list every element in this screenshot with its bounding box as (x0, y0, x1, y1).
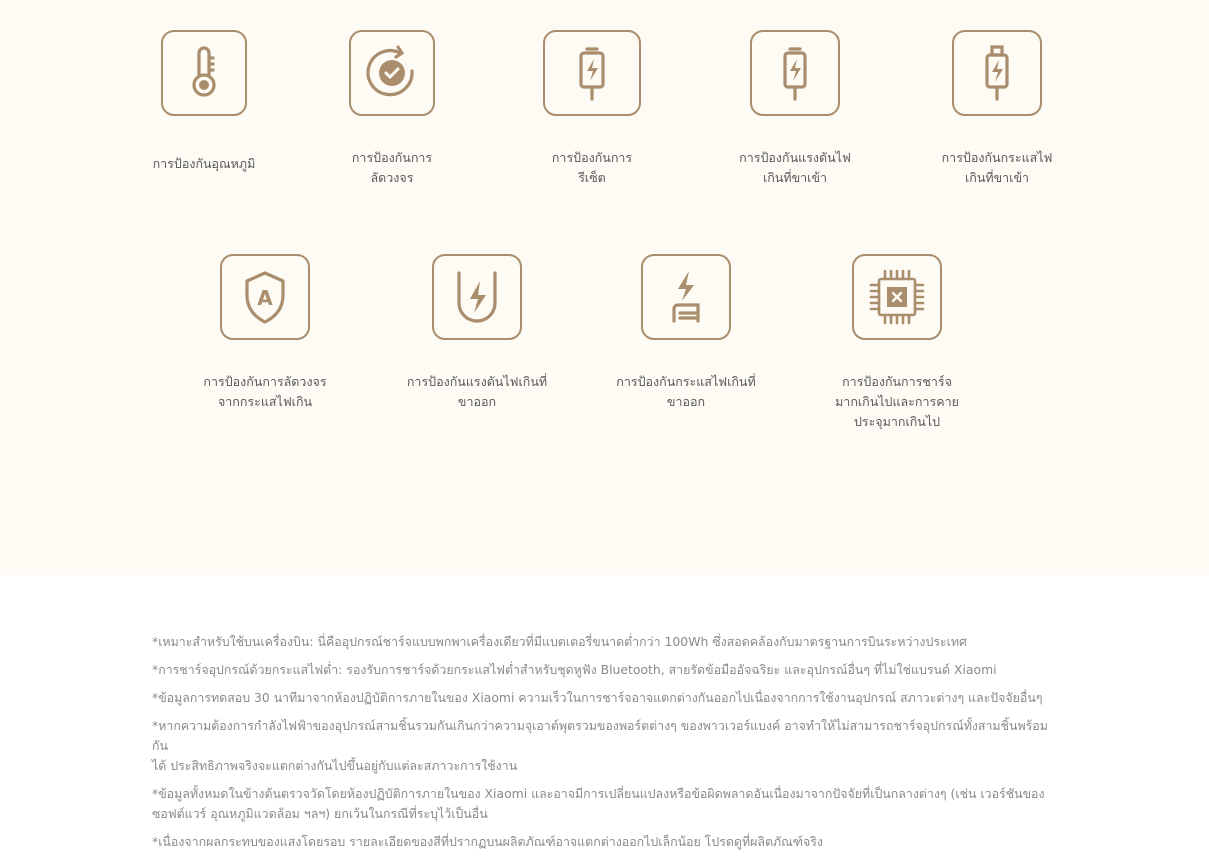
short-circuit-icon (349, 30, 435, 116)
feature-label: การป้องกันการชาร์จ มากเกินไปและการคาย ประจุมากเกินไป (835, 374, 959, 429)
feature-input-overvoltage (705, 30, 885, 188)
feature-overcharge-discharge (807, 254, 987, 432)
usb-overcurrent-icon (952, 30, 1042, 116)
u-bolt-icon (432, 254, 522, 340)
footnotes (152, 632, 1052, 860)
footnote: *เหมาะสำหรับใช้บนเครื่องบิน: นี่คืออุปกรณ์ชาร์จแบบพกพาเครื่องเดียวที่มีแบตเตอรี่ขนาดต่ำกว่า 100Wh ซึ่งสอดคล้องกับมาตรฐานการบินระหว่างประเทศ (152, 634, 967, 649)
feature-overcurrent-short (175, 254, 355, 412)
feature-label: การป้องกันการลัดวงจร จากกระแสไฟเกิน (203, 374, 327, 409)
feature-input-overcurrent (907, 30, 1087, 188)
feature-output-overcurrent (596, 254, 776, 412)
feature-label: การป้องกันกระแสไฟ เกินที่ขาเข้า (941, 150, 1053, 185)
footnote: *การชาร์จอุปกรณ์ด้วยกระแสไฟต่ำ: รองรับการชาร์จด้วยกระแสไฟต่ำสำหรับชุดหูฟัง Bluetooth, สายรัดข้อมืออัจฉริยะ และอุปกรณ์อื่นๆ ที่ไม่ใช่แบรนด์ Xiaomi (152, 662, 997, 677)
svg-text:A: A (257, 286, 273, 310)
chip-icon (852, 254, 942, 340)
feature-label: การป้องกันอุณหภูมิ (152, 156, 256, 171)
feature-label: การป้องกันกระแสไฟเกินที่ ขาออก (616, 374, 756, 409)
feature-output-overvoltage (387, 254, 567, 412)
feature-temperature (114, 30, 294, 174)
footnote: *เนื่องจากผลกระทบของแสงโดยรอบ รายละเอียดของสีที่ปรากฏบนผลิตภัณฑ์อาจแตกต่างออกไปเล็กน้อย โปรดดูที่ผลิตภัณฑ์จริง (152, 834, 823, 849)
battery-overvoltage-icon (750, 30, 840, 116)
feature-label: การป้องกันการ รีเซ็ต (551, 150, 633, 185)
feature-label: การป้องกันแรงดันไฟเกินที่ ขาออก (406, 374, 548, 409)
battery-reset-icon (543, 30, 641, 116)
feature-reset (502, 30, 682, 188)
feature-label: การป้องกันแรงดันไฟ เกินที่ขาเข้า (739, 150, 851, 185)
feature-short-circuit (302, 30, 482, 188)
shield-a-icon (220, 254, 310, 340)
footnote: *หากความต้องการกำลังไฟฟ้าของอุปกรณ์สามชิ้นรวมกันเกินกว่าความจุเอาต์พุตรวมของพอร์ตต่างๆ ของพาวเวอร์แบงค์ อาจทำให้ไม่สามารถชาร์จอุปกรณ์ทั้งสามชิ้นพร้อมกัน ได้ ประสิทธิภาพจริงจะแตกต่างกันไปขึ้นอยู่กับแต่ละสภาวะการใช้งาน (152, 718, 1048, 773)
feature-label: การป้องกันการ ลัดวงจร (351, 150, 433, 185)
footnote: *ข้อมูลการทดสอบ 30 นาทีมาจากห้องปฏิบัติการภายในของ Xiaomi ความเร็วในการชาร์จอาจแตกต่างกันออกไปเนื่องจากการใช้งานอุปกรณ์ สภาวะต่างๆ และปัจจัยอื่นๆ (152, 690, 1043, 705)
footnote: *ข้อมูลทั้งหมดในข้างต้นตรวจวัดโดยห้องปฏิบัติการภายในของ Xiaomi และอาจมีการเปลี่ยนแปลงหรือข้อผิดพลาดอันเนื่องมาจากปัจจัยที่เป็นกลางต่างๆ (เช่น เวอร์ชันของ ซอฟต์แวร์ อุณหภูมิแวดล้อม ฯลฯ) ยกเว้นในกรณีที่ระบุไว้เป็นอื่น (152, 786, 1045, 821)
bolt-plug-icon (641, 254, 731, 340)
thermometer-icon (161, 30, 247, 116)
